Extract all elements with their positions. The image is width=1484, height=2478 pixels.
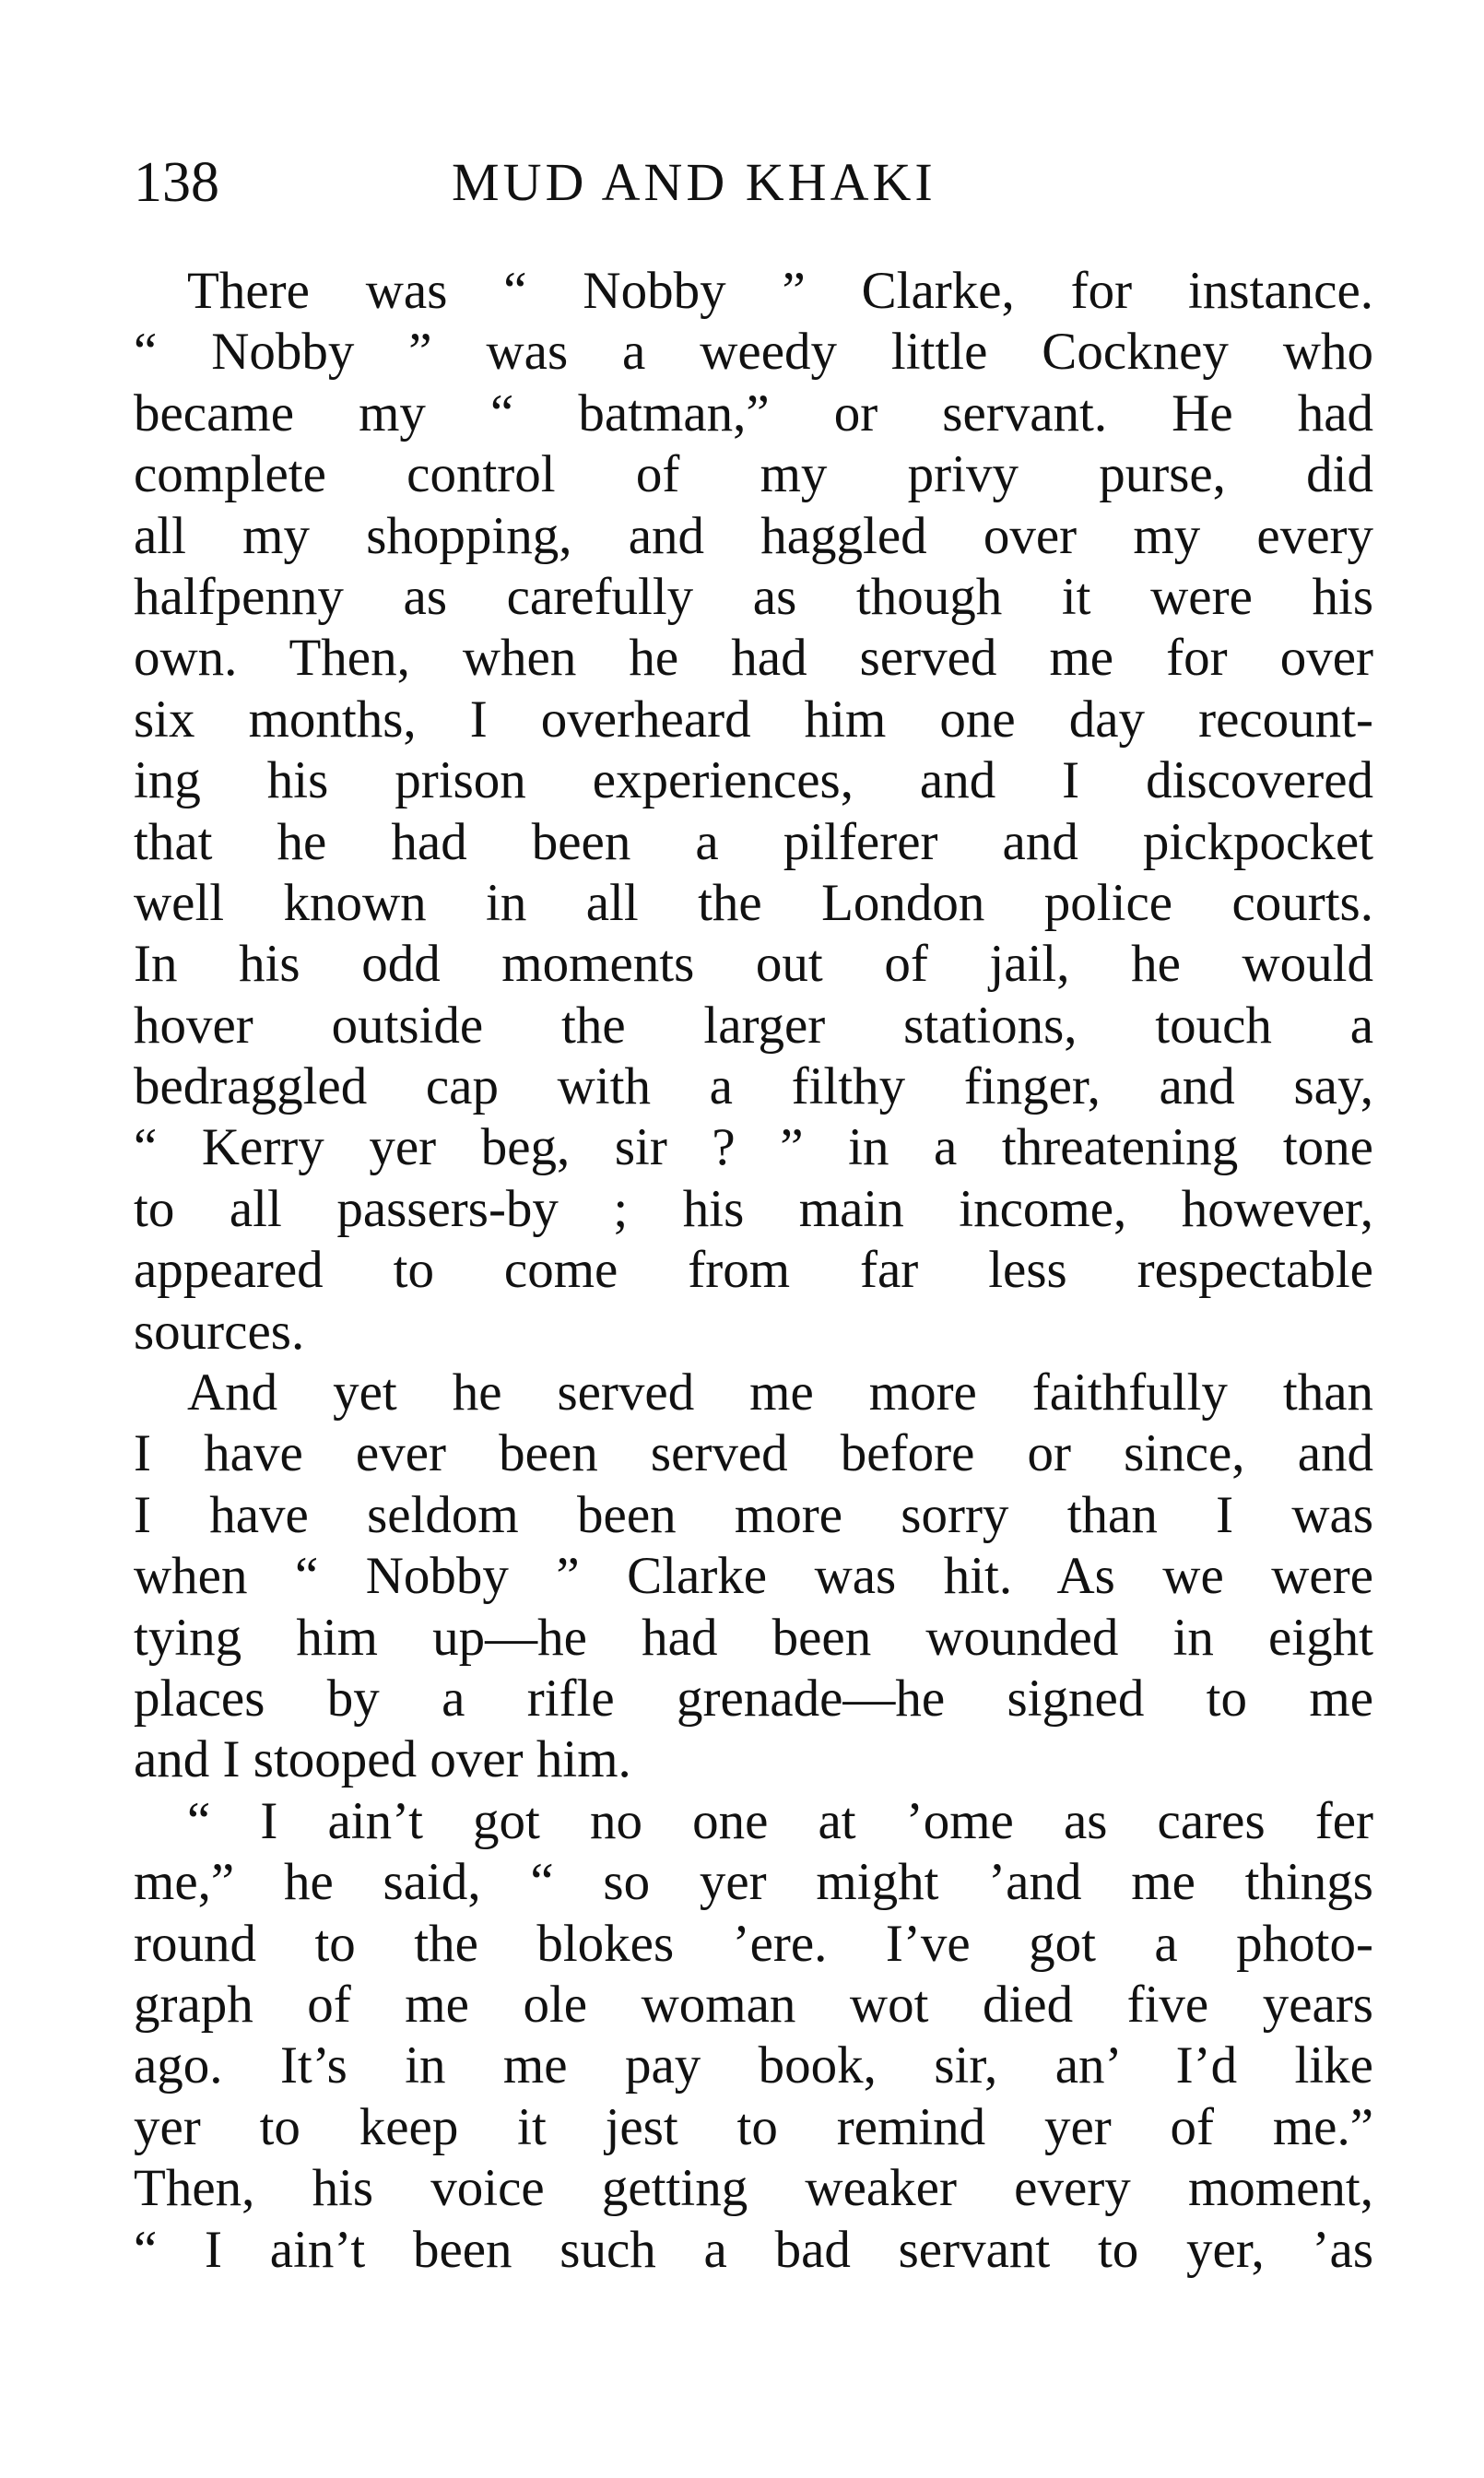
- running-head: [134, 146, 1373, 219]
- text-line: ing his prison experiences, and I discovered: [134, 751, 1373, 810]
- text-line: graph of me ole woman wot died five years: [134, 1975, 1373, 2034]
- text-line: well known in all the London police courts.: [134, 873, 1373, 932]
- page-number: 138: [134, 151, 219, 214]
- text-line: In his odd moments out of jail, he would: [134, 935, 1373, 994]
- text-line: round to the blokes ’ere. I’ve got a photo-: [134, 1914, 1373, 1973]
- text-line: yer to keep it jest to remind yer of me.”: [134, 2097, 1373, 2156]
- text-line: all my shopping, and haggled over my every: [134, 506, 1373, 565]
- text-line: Then, his voice getting weaker every moment,: [134, 2159, 1373, 2218]
- text-line: when “ Nobby ” Clarke was hit. As we were: [134, 1547, 1373, 1606]
- text-line: “ I ain’t got no one at ’ome as cares fer: [187, 1791, 1373, 1850]
- text-line: “ I ain’t been such a bad servant to yer, ’as: [134, 2220, 1373, 2279]
- text-line: halfpenny as carefully as though it were his: [134, 567, 1373, 626]
- text-line: I have seldom been more sorry than I was: [134, 1485, 1373, 1544]
- text-line: places by a rifle grenade—he signed to me: [134, 1669, 1373, 1728]
- text-line: ago. It’s in me pay book, sir, an’ I’d like: [134, 2036, 1373, 2095]
- text-line: me,” he said, “ so yer might ’and me things: [134, 1853, 1373, 1912]
- text-line: bedraggled cap with a filthy finger, and say,: [134, 1057, 1373, 1116]
- text-line: own. Then, when he had served me for over: [134, 629, 1373, 688]
- text-line: And yet he served me more faithfully than: [187, 1363, 1373, 1422]
- text-line: tying him up—he had been wounded in eight: [134, 1608, 1373, 1667]
- text-line: There was “ Nobby ” Clarke, for instance.: [187, 262, 1373, 320]
- text-line: complete control of my privy purse, did: [134, 445, 1373, 504]
- text-line: to all passers-by ; his main income, however,: [134, 1179, 1373, 1238]
- text-line: hover outside the larger stations, touch a: [134, 996, 1373, 1055]
- text-line: I have ever been served before or since, and: [134, 1424, 1373, 1483]
- book-title: MUD AND KHAKI: [452, 152, 936, 212]
- text-line: six months, I overheard him one day recount-: [134, 690, 1373, 749]
- text-line: sources.: [134, 1302, 305, 1361]
- text-line: and I stooped over him.: [134, 1730, 631, 1789]
- text-line: that he had been a pilferer and pickpocket: [134, 812, 1373, 871]
- text-line: became my “ batman,” or servant. He had: [134, 384, 1373, 442]
- body-text: [134, 261, 1373, 2281]
- text-line: appeared to come from far less respectable: [134, 1241, 1373, 1300]
- text-line: “ Kerry yer beg, sir ? ” in a threatening tone: [134, 1118, 1373, 1177]
- text-line: “ Nobby ” was a weedy little Cockney who: [134, 323, 1373, 382]
